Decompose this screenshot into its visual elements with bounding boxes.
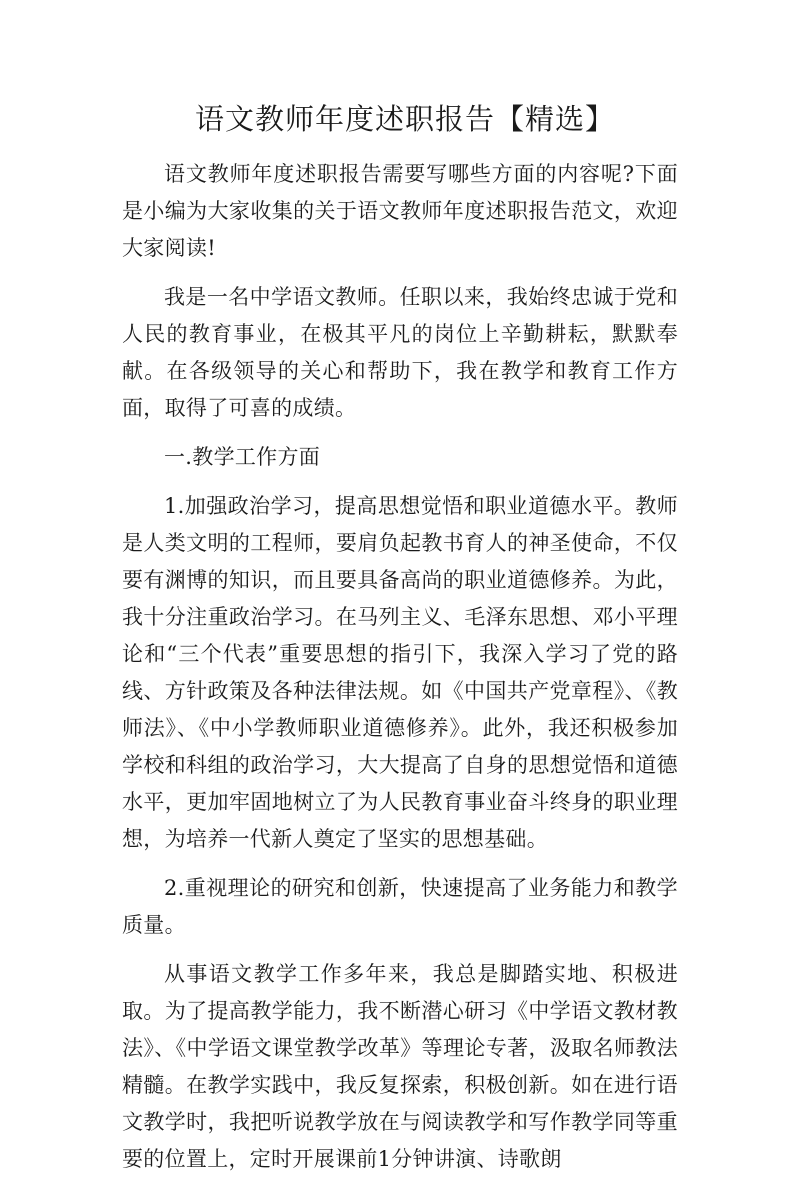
paragraph-teaching-practice: 从事语文教学工作多年来，我总是脚踏实地、积极进取。为了提高教学能力，我不断潜心研习《中学语文教材教法》、《中学语文课堂教学改革》等理论专著，汲取名师教法精髓。在教学实践中，我反复探索，积极创新。如在进行语文教学时，我把听说教学放在与阅读教学和写作教学同等重要的位置上，定时开展课前1分钟讲演、诗歌朗 <box>122 962 678 1171</box>
paragraph-intro: 语文教师年度述职报告需要写哪些方面的内容呢?下面是小编为大家收集的关于语文教师年度述职报告范文，欢迎大家阅读! <box>122 162 678 260</box>
document-title: 语文教师年度述职报告【精选】 <box>194 102 615 136</box>
section-heading-teaching-work: 一.教学工作方面 <box>164 445 321 469</box>
paragraph-political-study: 1.加强政治学习，提高思想觉悟和职业道德水平。教师是人类文明的工程师，要肩负起教书育人的神圣使命，不仅要有渊博的知识，而且要具备高尚的职业道德修养。为此，我十分注重政治学习。在马列主义、毛泽东思想、邓小平理论和“三个代表”重要思想的指引下，我深入学习了党的路线、方针政策及各种法律法规。如《中国共产党章程》、《教师法》、《中小学教师职业道德修养》。此外，我还积极参加学校和科组的政治学习，大大提高了自身的思想觉悟和道德水平，更加牢固地树立了为人民教育事业奋斗终身的职业理想，为培养一代新人奠定了坚实的思想基础。 <box>122 494 678 851</box>
paragraph-self-introduction: 我是一名中学语文教师。任职以来，我始终忠诚于党和人民的教育事业，在极其平凡的岗位上辛勤耕耘，默默奉献。在各级领导的关心和帮助下，我在教学和教育工作方面，取得了可喜的成绩。 <box>122 285 678 420</box>
paragraph-theory-research-heading: 2.重视理论的研究和创新，快速提高了业务能力和教学质量。 <box>122 876 678 937</box>
